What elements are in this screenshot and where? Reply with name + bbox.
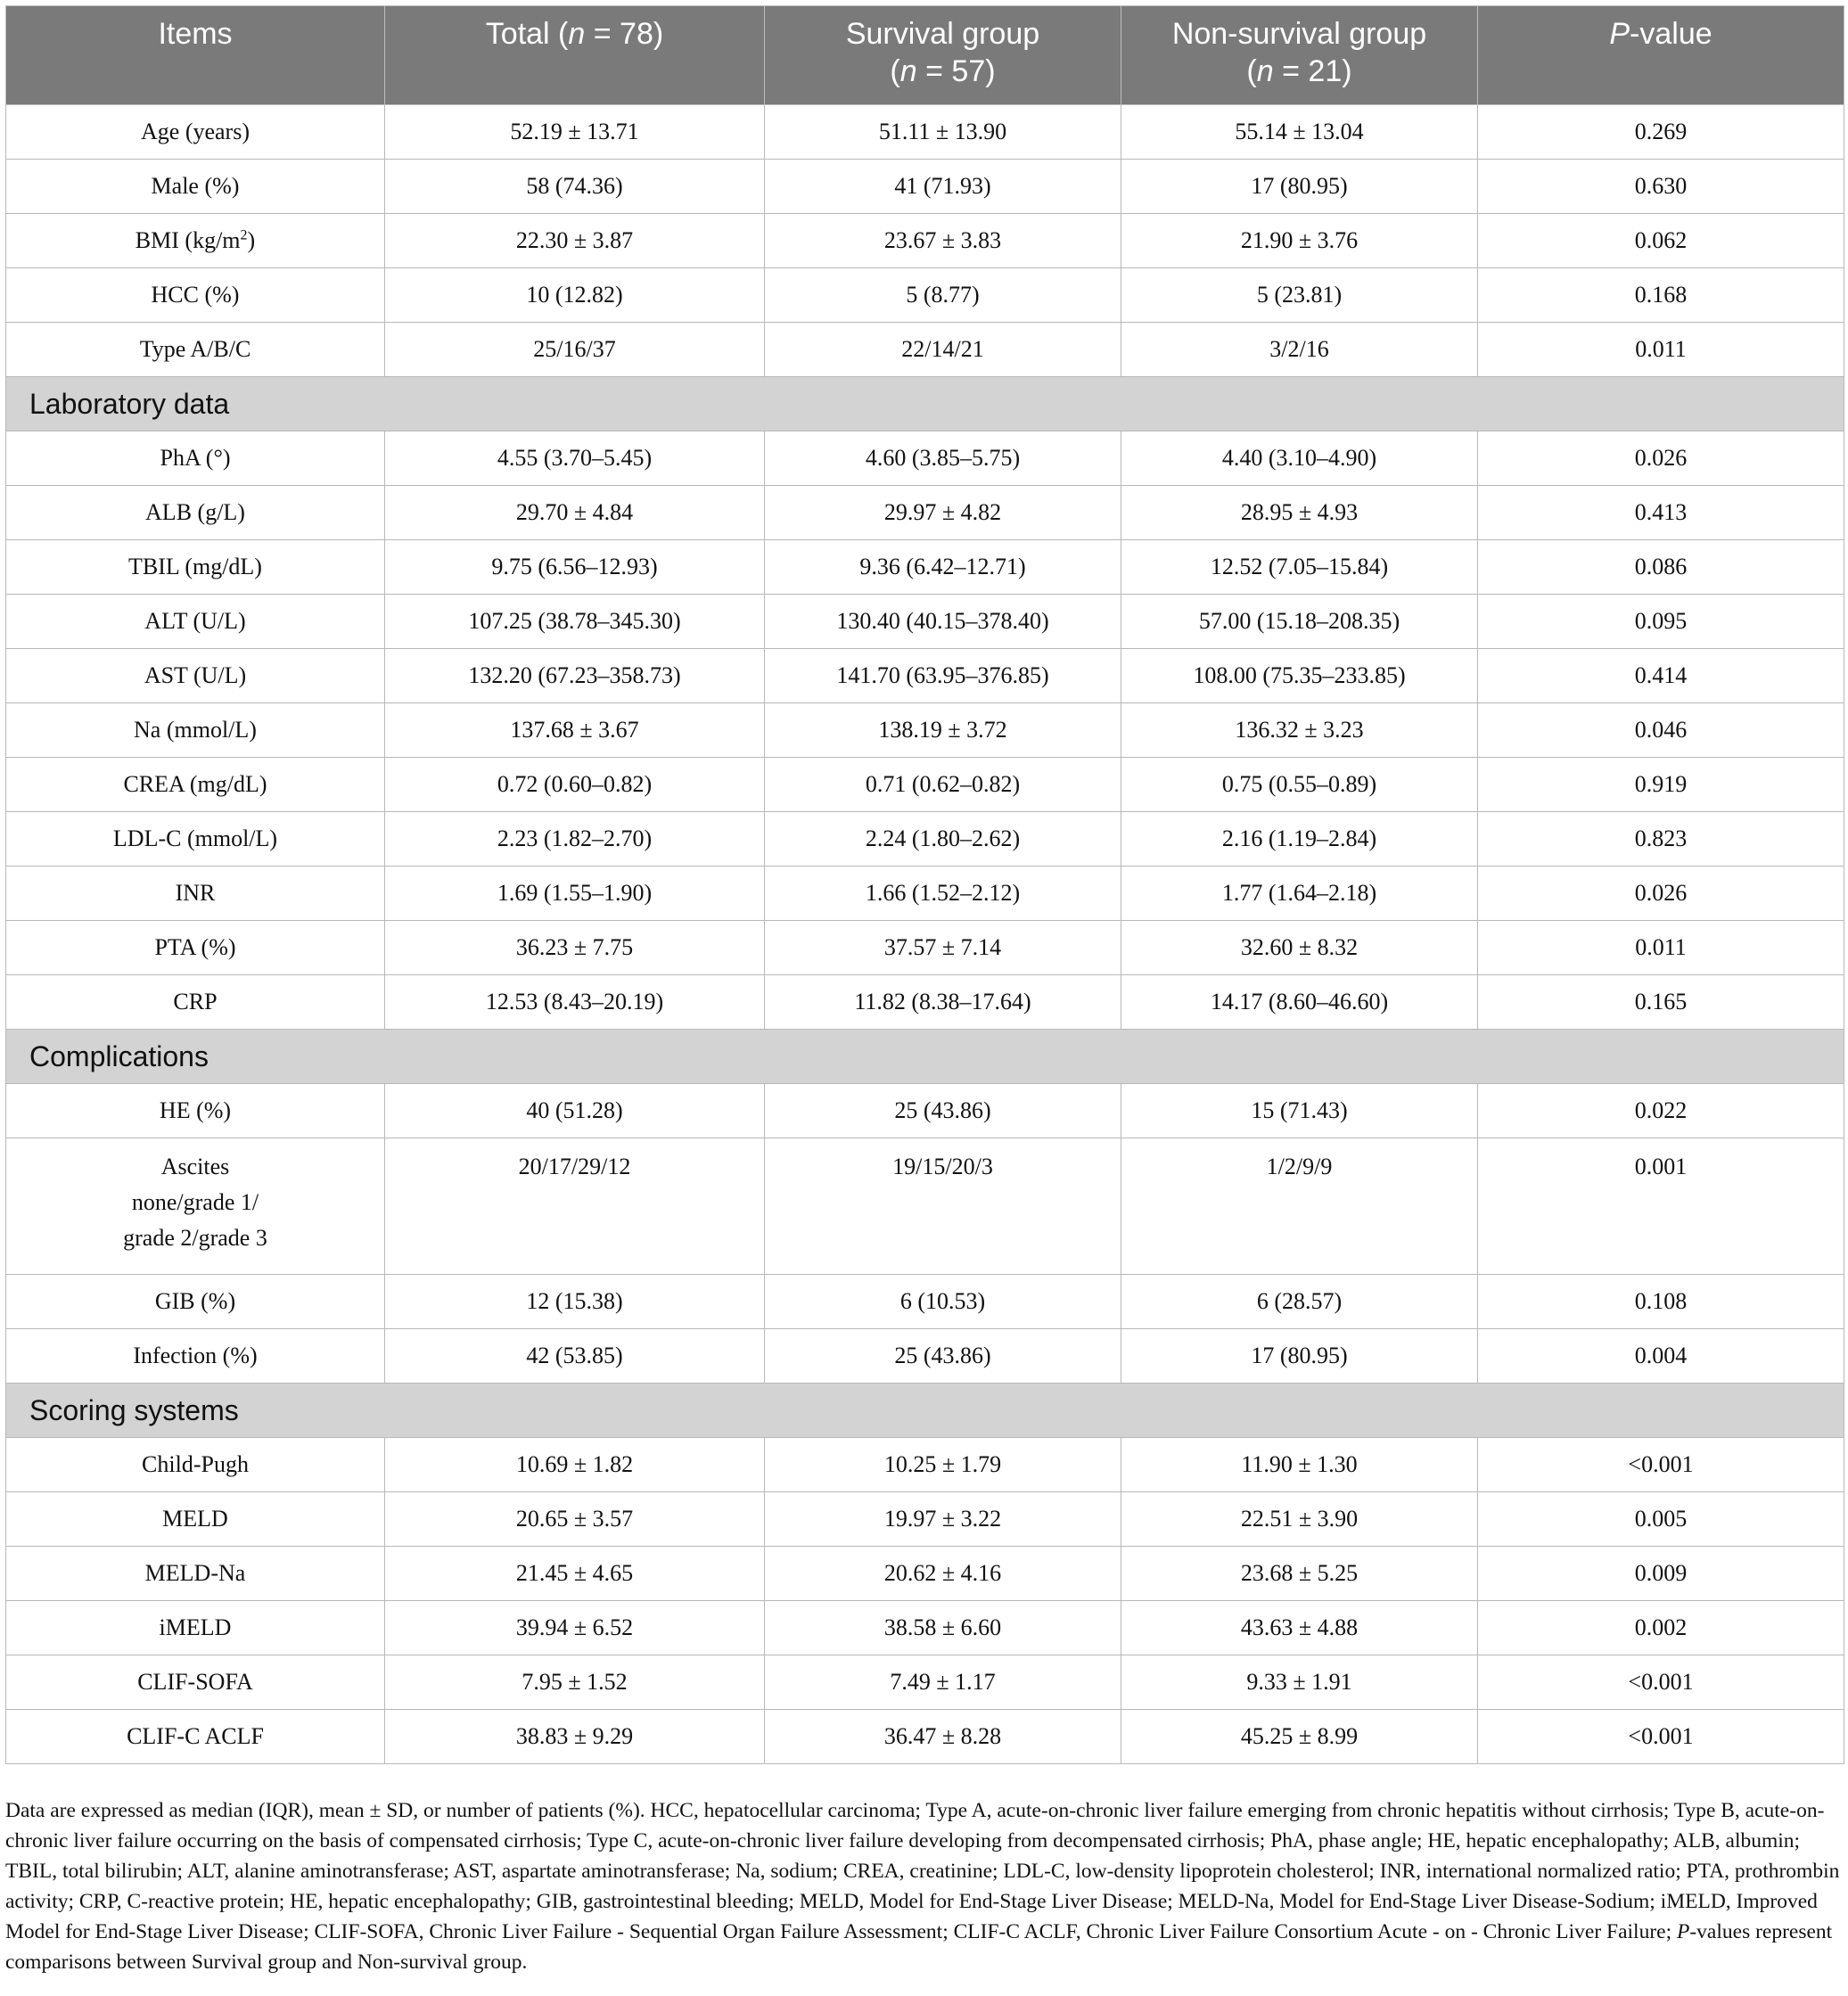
cell-survival: 6 (10.53)	[765, 1275, 1121, 1329]
cell-total: 9.75 (6.56–12.93)	[385, 540, 765, 595]
table-row	[6, 1275, 1844, 1329]
cell-p-value: 0.062	[1478, 214, 1844, 268]
table-row	[6, 812, 1844, 867]
row-item: MELD	[6, 1492, 385, 1547]
table-row	[6, 214, 1844, 268]
row-item: CLIF-SOFA	[6, 1655, 385, 1710]
row-item: INR	[6, 867, 385, 921]
cell-total: 52.19 ± 13.71	[385, 105, 765, 160]
cell-survival: 37.57 ± 7.14	[765, 921, 1121, 975]
row-item: GIB (%)	[6, 1275, 385, 1329]
row-item: CLIF-C ACLF	[6, 1710, 385, 1764]
table-row	[6, 975, 1844, 1030]
header-p-value: P-value	[1478, 6, 1844, 105]
baseline-characteristics-table	[5, 5, 1844, 1764]
cell-survival: 7.49 ± 1.17	[765, 1655, 1121, 1710]
table-row	[6, 703, 1844, 758]
cell-total: 58 (74.36)	[385, 160, 765, 214]
cell-survival: 130.40 (40.15–378.40)	[765, 595, 1121, 649]
cell-nonsurvival: 21.90 ± 3.76	[1121, 214, 1478, 268]
cell-survival: 36.47 ± 8.28	[765, 1710, 1121, 1764]
cell-p-value: <0.001	[1478, 1438, 1844, 1492]
cell-p-value: 0.011	[1478, 323, 1844, 377]
cell-nonsurvival: 55.14 ± 13.04	[1121, 105, 1478, 160]
row-item: Age (years)	[6, 105, 385, 160]
cell-total: 39.94 ± 6.52	[385, 1601, 765, 1655]
table-row	[6, 323, 1844, 377]
cell-nonsurvival: 17 (80.95)	[1121, 160, 1478, 214]
row-item: Type A/B/C	[6, 323, 385, 377]
cell-nonsurvival: 15 (71.43)	[1121, 1084, 1478, 1138]
cell-total: 42 (53.85)	[385, 1329, 765, 1384]
cell-p-value: 0.009	[1478, 1547, 1844, 1601]
cell-survival: 19/15/20/3	[765, 1138, 1121, 1275]
cell-survival: 4.60 (3.85–5.75)	[765, 431, 1121, 486]
cell-nonsurvival: 5 (23.81)	[1121, 268, 1478, 323]
cell-total: 21.45 ± 4.65	[385, 1547, 765, 1601]
row-item: Ascites none/grade 1/ grade 2/grade 3	[6, 1138, 385, 1275]
cell-p-value: 0.823	[1478, 812, 1844, 867]
table-row	[6, 1492, 1844, 1547]
row-item: Na (mmol/L)	[6, 703, 385, 758]
row-item: ALT (U/L)	[6, 595, 385, 649]
cell-p-value: 0.001	[1478, 1138, 1844, 1275]
row-item: CREA (mg/dL)	[6, 758, 385, 812]
cell-survival: 38.58 ± 6.60	[765, 1601, 1121, 1655]
cell-p-value: 0.269	[1478, 105, 1844, 160]
table-footnote: Data are expressed as median (IQR), mean ± SD, or number of patients (%). HCC, hepatocellular carcinoma; Type A, acute-on-chronic liver failure emerging from chronic hepatitis without cirrhosis; Type B, acute-on-chronic liver failure occurring on the basis of compensated cirrhosis; Type C, acute-on-chronic liver failure developing from decompensated cirrhosis; PhA, phase angle; HE, hepatic encephalopathy; ALB, albumin; TBIL, total bilirubin; ALT, alanine aminotransferase; AST, aspartate aminotransferase; Na, sodium; CREA, creatinine; LDL-C, low-density lipoprotein cholesterol; INR, international normalized ratio; PTA, prothrombin activity; CRP, C-reactive protein; HE, hepatic encephalopathy; GIB, gastrointestinal bleeding; MELD, Model for End-Stage Liver Disease; MELD-Na, Model for End-Stage Liver Disease-Sodium; iMELD, Improved Model for End-Stage Liver Disease; CLIF-SOFA, Chronic Liver Failure - Sequential Organ Failure Assessment; CLIF-C ACLF, Chronic Liver Failure Consortium Acute - on - Chronic Liver Failure; P-values represent comparisons between Survival group and Non-survival group.	[5, 1799, 1840, 1974]
row-item: CRP	[6, 975, 385, 1030]
cell-p-value: 0.005	[1478, 1492, 1844, 1547]
table-row	[6, 758, 1844, 812]
table-row	[6, 1138, 1844, 1275]
cell-p-value: 0.165	[1478, 975, 1844, 1030]
cell-nonsurvival: 0.75 (0.55–0.89)	[1121, 758, 1478, 812]
cell-survival: 22/14/21	[765, 323, 1121, 377]
cell-total: 7.95 ± 1.52	[385, 1655, 765, 1710]
header-items: Items	[6, 6, 385, 105]
cell-survival: 23.67 ± 3.83	[765, 214, 1121, 268]
cell-total: 137.68 ± 3.67	[385, 703, 765, 758]
cell-p-value: <0.001	[1478, 1655, 1844, 1710]
cell-p-value: 0.630	[1478, 160, 1844, 214]
table-row	[6, 160, 1844, 214]
table-row	[6, 1329, 1844, 1384]
cell-survival: 11.82 (8.38–17.64)	[765, 975, 1121, 1030]
table-row	[6, 1084, 1844, 1138]
cell-nonsurvival: 43.63 ± 4.88	[1121, 1601, 1478, 1655]
cell-nonsurvival: 17 (80.95)	[1121, 1329, 1478, 1384]
table-row	[6, 1655, 1844, 1710]
table-row	[6, 1601, 1844, 1655]
cell-survival: 1.66 (1.52–2.12)	[765, 867, 1121, 921]
cell-survival: 5 (8.77)	[765, 268, 1121, 323]
cell-p-value: 0.413	[1478, 486, 1844, 540]
cell-total: 4.55 (3.70–5.45)	[385, 431, 765, 486]
cell-p-value: <0.001	[1478, 1710, 1844, 1764]
cell-p-value: 0.026	[1478, 431, 1844, 486]
cell-p-value: 0.011	[1478, 921, 1844, 975]
row-item: AST (U/L)	[6, 649, 385, 703]
row-item: PhA (°)	[6, 431, 385, 486]
cell-total: 22.30 ± 3.87	[385, 214, 765, 268]
cell-nonsurvival: 45.25 ± 8.99	[1121, 1710, 1478, 1764]
cell-p-value: 0.086	[1478, 540, 1844, 595]
cell-nonsurvival: 136.32 ± 3.23	[1121, 703, 1478, 758]
cell-p-value: 0.026	[1478, 867, 1844, 921]
row-item: Infection (%)	[6, 1329, 385, 1384]
section-laboratory-data	[6, 377, 1844, 431]
section-title: Complications	[6, 1030, 1844, 1084]
cell-nonsurvival: 9.33 ± 1.91	[1121, 1655, 1478, 1710]
section-complications	[6, 1030, 1844, 1084]
cell-total: 132.20 (67.23–358.73)	[385, 649, 765, 703]
section-title: Scoring systems	[6, 1384, 1844, 1438]
cell-p-value: 0.004	[1478, 1329, 1844, 1384]
row-item: iMELD	[6, 1601, 385, 1655]
cell-total: 40 (51.28)	[385, 1084, 765, 1138]
cell-nonsurvival: 2.16 (1.19–2.84)	[1121, 812, 1478, 867]
cell-p-value: 0.002	[1478, 1601, 1844, 1655]
row-item: MELD-Na	[6, 1547, 385, 1601]
cell-total: 10.69 ± 1.82	[385, 1438, 765, 1492]
cell-total: 0.72 (0.60–0.82)	[385, 758, 765, 812]
cell-nonsurvival: 57.00 (15.18–208.35)	[1121, 595, 1478, 649]
row-item: HE (%)	[6, 1084, 385, 1138]
cell-total: 20/17/29/12	[385, 1138, 765, 1275]
cell-nonsurvival: 28.95 ± 4.93	[1121, 486, 1478, 540]
cell-nonsurvival: 11.90 ± 1.30	[1121, 1438, 1478, 1492]
table-row	[6, 1710, 1844, 1764]
cell-total: 36.23 ± 7.75	[385, 921, 765, 975]
table-row	[6, 1438, 1844, 1492]
cell-survival: 0.71 (0.62–0.82)	[765, 758, 1121, 812]
row-item: LDL-C (mmol/L)	[6, 812, 385, 867]
table-row	[6, 105, 1844, 160]
table-row	[6, 867, 1844, 921]
table-row	[6, 486, 1844, 540]
cell-p-value: 0.919	[1478, 758, 1844, 812]
row-item: BMI $(kg/m^2)$	[6, 214, 385, 268]
section-title: Laboratory data	[6, 377, 1844, 431]
row-item: Male (%)	[6, 160, 385, 214]
cell-nonsurvival: 1.77 (1.64–2.18)	[1121, 867, 1478, 921]
cell-p-value: 0.414	[1478, 649, 1844, 703]
cell-survival: 141.70 (63.95–376.85)	[765, 649, 1121, 703]
cell-nonsurvival: 12.52 (7.05–15.84)	[1121, 540, 1478, 595]
cell-nonsurvival: 32.60 ± 8.32	[1121, 921, 1478, 975]
cell-nonsurvival: 14.17 (8.60–46.60)	[1121, 975, 1478, 1030]
cell-survival: 25 (43.86)	[765, 1084, 1121, 1138]
cell-survival: 20.62 ± 4.16	[765, 1547, 1121, 1601]
header-total: Total (n = 78)	[385, 6, 765, 105]
cell-total: 29.70 ± 4.84	[385, 486, 765, 540]
section-scoring-systems	[6, 1384, 1844, 1438]
cell-total: 20.65 ± 3.57	[385, 1492, 765, 1547]
table-row	[6, 1547, 1844, 1601]
cell-survival: 138.19 ± 3.72	[765, 703, 1121, 758]
header-nonsurvival: Non-survival group (n = 21)	[1121, 6, 1478, 105]
table-row	[6, 268, 1844, 323]
cell-total: 10 (12.82)	[385, 268, 765, 323]
cell-nonsurvival: 22.51 ± 3.90	[1121, 1492, 1478, 1547]
cell-total: 107.25 (38.78–345.30)	[385, 595, 765, 649]
cell-survival: 2.24 (1.80–2.62)	[765, 812, 1121, 867]
cell-survival: 29.97 ± 4.82	[765, 486, 1121, 540]
row-item: ALB (g/L)	[6, 486, 385, 540]
row-item: Child-Pugh	[6, 1438, 385, 1492]
cell-survival: 19.97 ± 3.22	[765, 1492, 1121, 1547]
table-row	[6, 595, 1844, 649]
cell-survival: 9.36 (6.42–12.71)	[765, 540, 1121, 595]
cell-p-value: 0.095	[1478, 595, 1844, 649]
cell-nonsurvival: 108.00 (75.35–233.85)	[1121, 649, 1478, 703]
cell-total: 12.53 (8.43–20.19)	[385, 975, 765, 1030]
header-row	[6, 6, 1844, 105]
cell-p-value: 0.108	[1478, 1275, 1844, 1329]
cell-survival: 25 (43.86)	[765, 1329, 1121, 1384]
cell-nonsurvival: 6 (28.57)	[1121, 1275, 1478, 1329]
table-row	[6, 921, 1844, 975]
row-item: TBIL (mg/dL)	[6, 540, 385, 595]
header-survival: Survival group (n = 57)	[765, 6, 1121, 105]
cell-p-value: 0.046	[1478, 703, 1844, 758]
cell-nonsurvival: 23.68 ± 5.25	[1121, 1547, 1478, 1601]
table-row	[6, 431, 1844, 486]
cell-p-value: 0.168	[1478, 268, 1844, 323]
row-item: PTA (%)	[6, 921, 385, 975]
cell-nonsurvival: 4.40 (3.10–4.90)	[1121, 431, 1478, 486]
cell-total: 12 (15.38)	[385, 1275, 765, 1329]
row-item: HCC (%)	[6, 268, 385, 323]
table-row	[6, 540, 1844, 595]
cell-p-value: 0.022	[1478, 1084, 1844, 1138]
cell-nonsurvival: 3/2/16	[1121, 323, 1478, 377]
cell-total: 1.69 (1.55–1.90)	[385, 867, 765, 921]
cell-nonsurvival: 1/2/9/9	[1121, 1138, 1478, 1275]
cell-survival: 41 (71.93)	[765, 160, 1121, 214]
cell-survival: 51.11 ± 13.90	[765, 105, 1121, 160]
cell-total: 38.83 ± 9.29	[385, 1710, 765, 1764]
cell-total: 2.23 (1.82–2.70)	[385, 812, 765, 867]
cell-total: 25/16/37	[385, 323, 765, 377]
table-row	[6, 649, 1844, 703]
cell-survival: 10.25 ± 1.79	[765, 1438, 1121, 1492]
